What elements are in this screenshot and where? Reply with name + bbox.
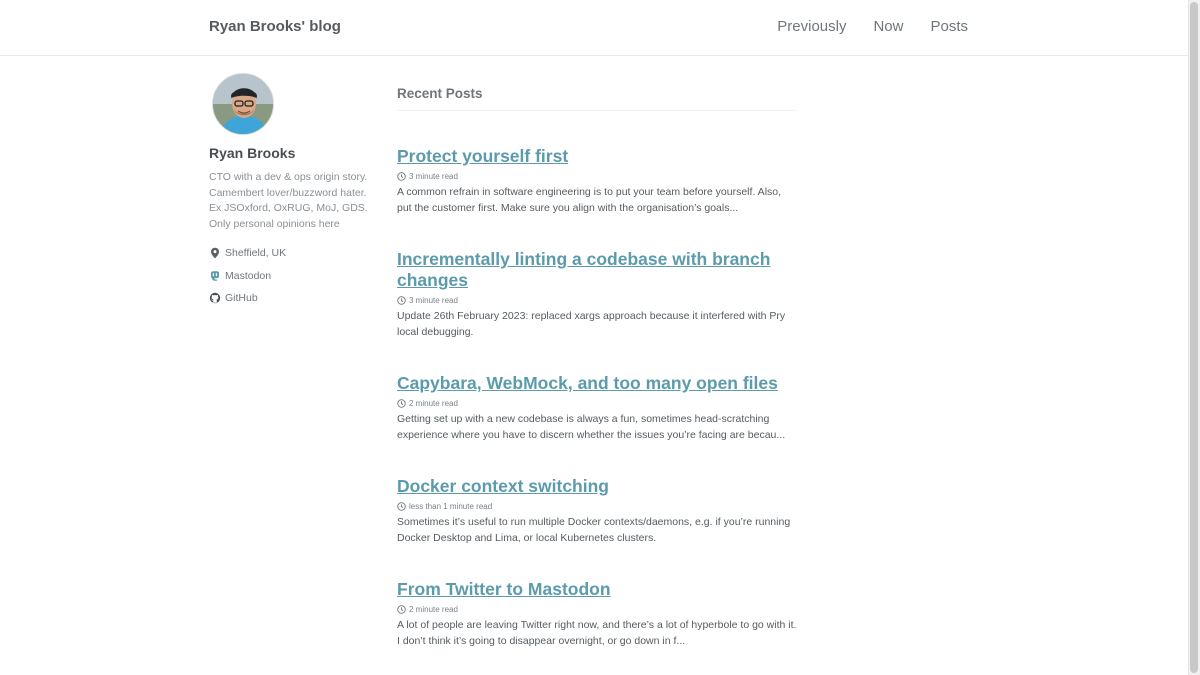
post-item — [397, 476, 797, 546]
post-title-link[interactable]: Docker context switching — [397, 476, 609, 496]
post-excerpt: Sometimes it’s useful to run multiple Docker contexts/daemons, e.g. if you’re running Docker Desktop and Lima, or local Kubernetes clusters. — [397, 516, 791, 544]
author-location-label: Sheffield, UK — [225, 247, 287, 260]
section-title: Recent Posts — [397, 86, 797, 111]
read-time-label: less than 1 minute read — [409, 502, 493, 511]
read-time-label: 3 minute read — [409, 296, 458, 305]
read-time — [397, 296, 797, 305]
clock-icon — [397, 399, 406, 408]
clock-icon — [397, 172, 406, 181]
github-icon — [209, 292, 221, 304]
post-item — [397, 373, 797, 443]
clock-icon — [397, 605, 406, 614]
post-excerpt: A lot of people are leaving Twitter right now, and there’s a lot of hyperbole to go with it. I don’t think it’s going to disappear overnight, or go down in f... — [397, 619, 797, 647]
site-title-link[interactable]: Ryan Brooks' blog — [209, 18, 341, 35]
author-links — [209, 242, 381, 310]
post-excerpt: A common refrain in software engineering is to put your team before yourself. Also, put the customer first. Make sure you align with the organisation’s goals... — [397, 186, 782, 214]
avatar — [212, 73, 274, 135]
read-time-label: 2 minute read — [409, 399, 458, 408]
recent-posts — [397, 86, 797, 675]
author-link-location — [209, 242, 381, 265]
nav-link-now[interactable]: Now — [873, 18, 904, 35]
nav-link-posts[interactable]: Posts — [930, 18, 968, 35]
author-name: Ryan Brooks — [209, 145, 296, 161]
read-time — [397, 605, 797, 614]
read-time-label: 2 minute read — [409, 605, 458, 614]
mastodon-icon — [209, 270, 221, 282]
author-link-mastodon[interactable] — [209, 265, 381, 288]
masthead — [0, 0, 1188, 56]
read-time — [397, 502, 797, 511]
post-title-link[interactable]: Capybara, WebMock, and too many open files — [397, 373, 778, 393]
read-time — [397, 399, 797, 408]
post-item — [397, 249, 797, 340]
avatar-portrait-icon — [213, 74, 274, 135]
scrollbar-thumb[interactable] — [1190, 2, 1198, 673]
clock-icon — [397, 296, 406, 305]
author-link-github[interactable] — [209, 287, 381, 310]
map-marker-icon — [209, 247, 221, 259]
author-github-label[interactable]: GitHub — [225, 292, 258, 305]
post-title-link[interactable]: From Twitter to Mastodon — [397, 579, 611, 599]
vertical-scrollbar[interactable] — [1188, 0, 1200, 675]
author-sidebar — [209, 73, 381, 310]
read-time — [397, 172, 797, 181]
author-mastodon-label[interactable]: Mastodon — [225, 269, 272, 282]
clock-icon — [397, 502, 406, 511]
post-excerpt: Getting set up with a new codebase is always a fun, sometimes head-scratching experience where you have to discern whether the issues you’re facing are becau... — [397, 413, 786, 441]
main-nav — [777, 18, 968, 35]
post-title-link[interactable]: Protect yourself first — [397, 146, 569, 166]
post-item — [397, 146, 797, 216]
nav-link-previously[interactable]: Previously — [777, 18, 847, 35]
read-time-label: 3 minute read — [409, 172, 458, 181]
author-bio: CTO with a dev & ops origin story. Camembert lover/buzzword hater. Ex JSOxford, OxRUG, MoJ, GDS. Only personal opinions here — [209, 171, 368, 230]
post-title-link[interactable]: Incrementally linting a codebase with branch changes — [397, 249, 771, 290]
post-item — [397, 579, 797, 649]
post-excerpt: Update 26th February 2023: replaced xargs approach because it interfered with Pry local debugging. — [397, 310, 786, 338]
